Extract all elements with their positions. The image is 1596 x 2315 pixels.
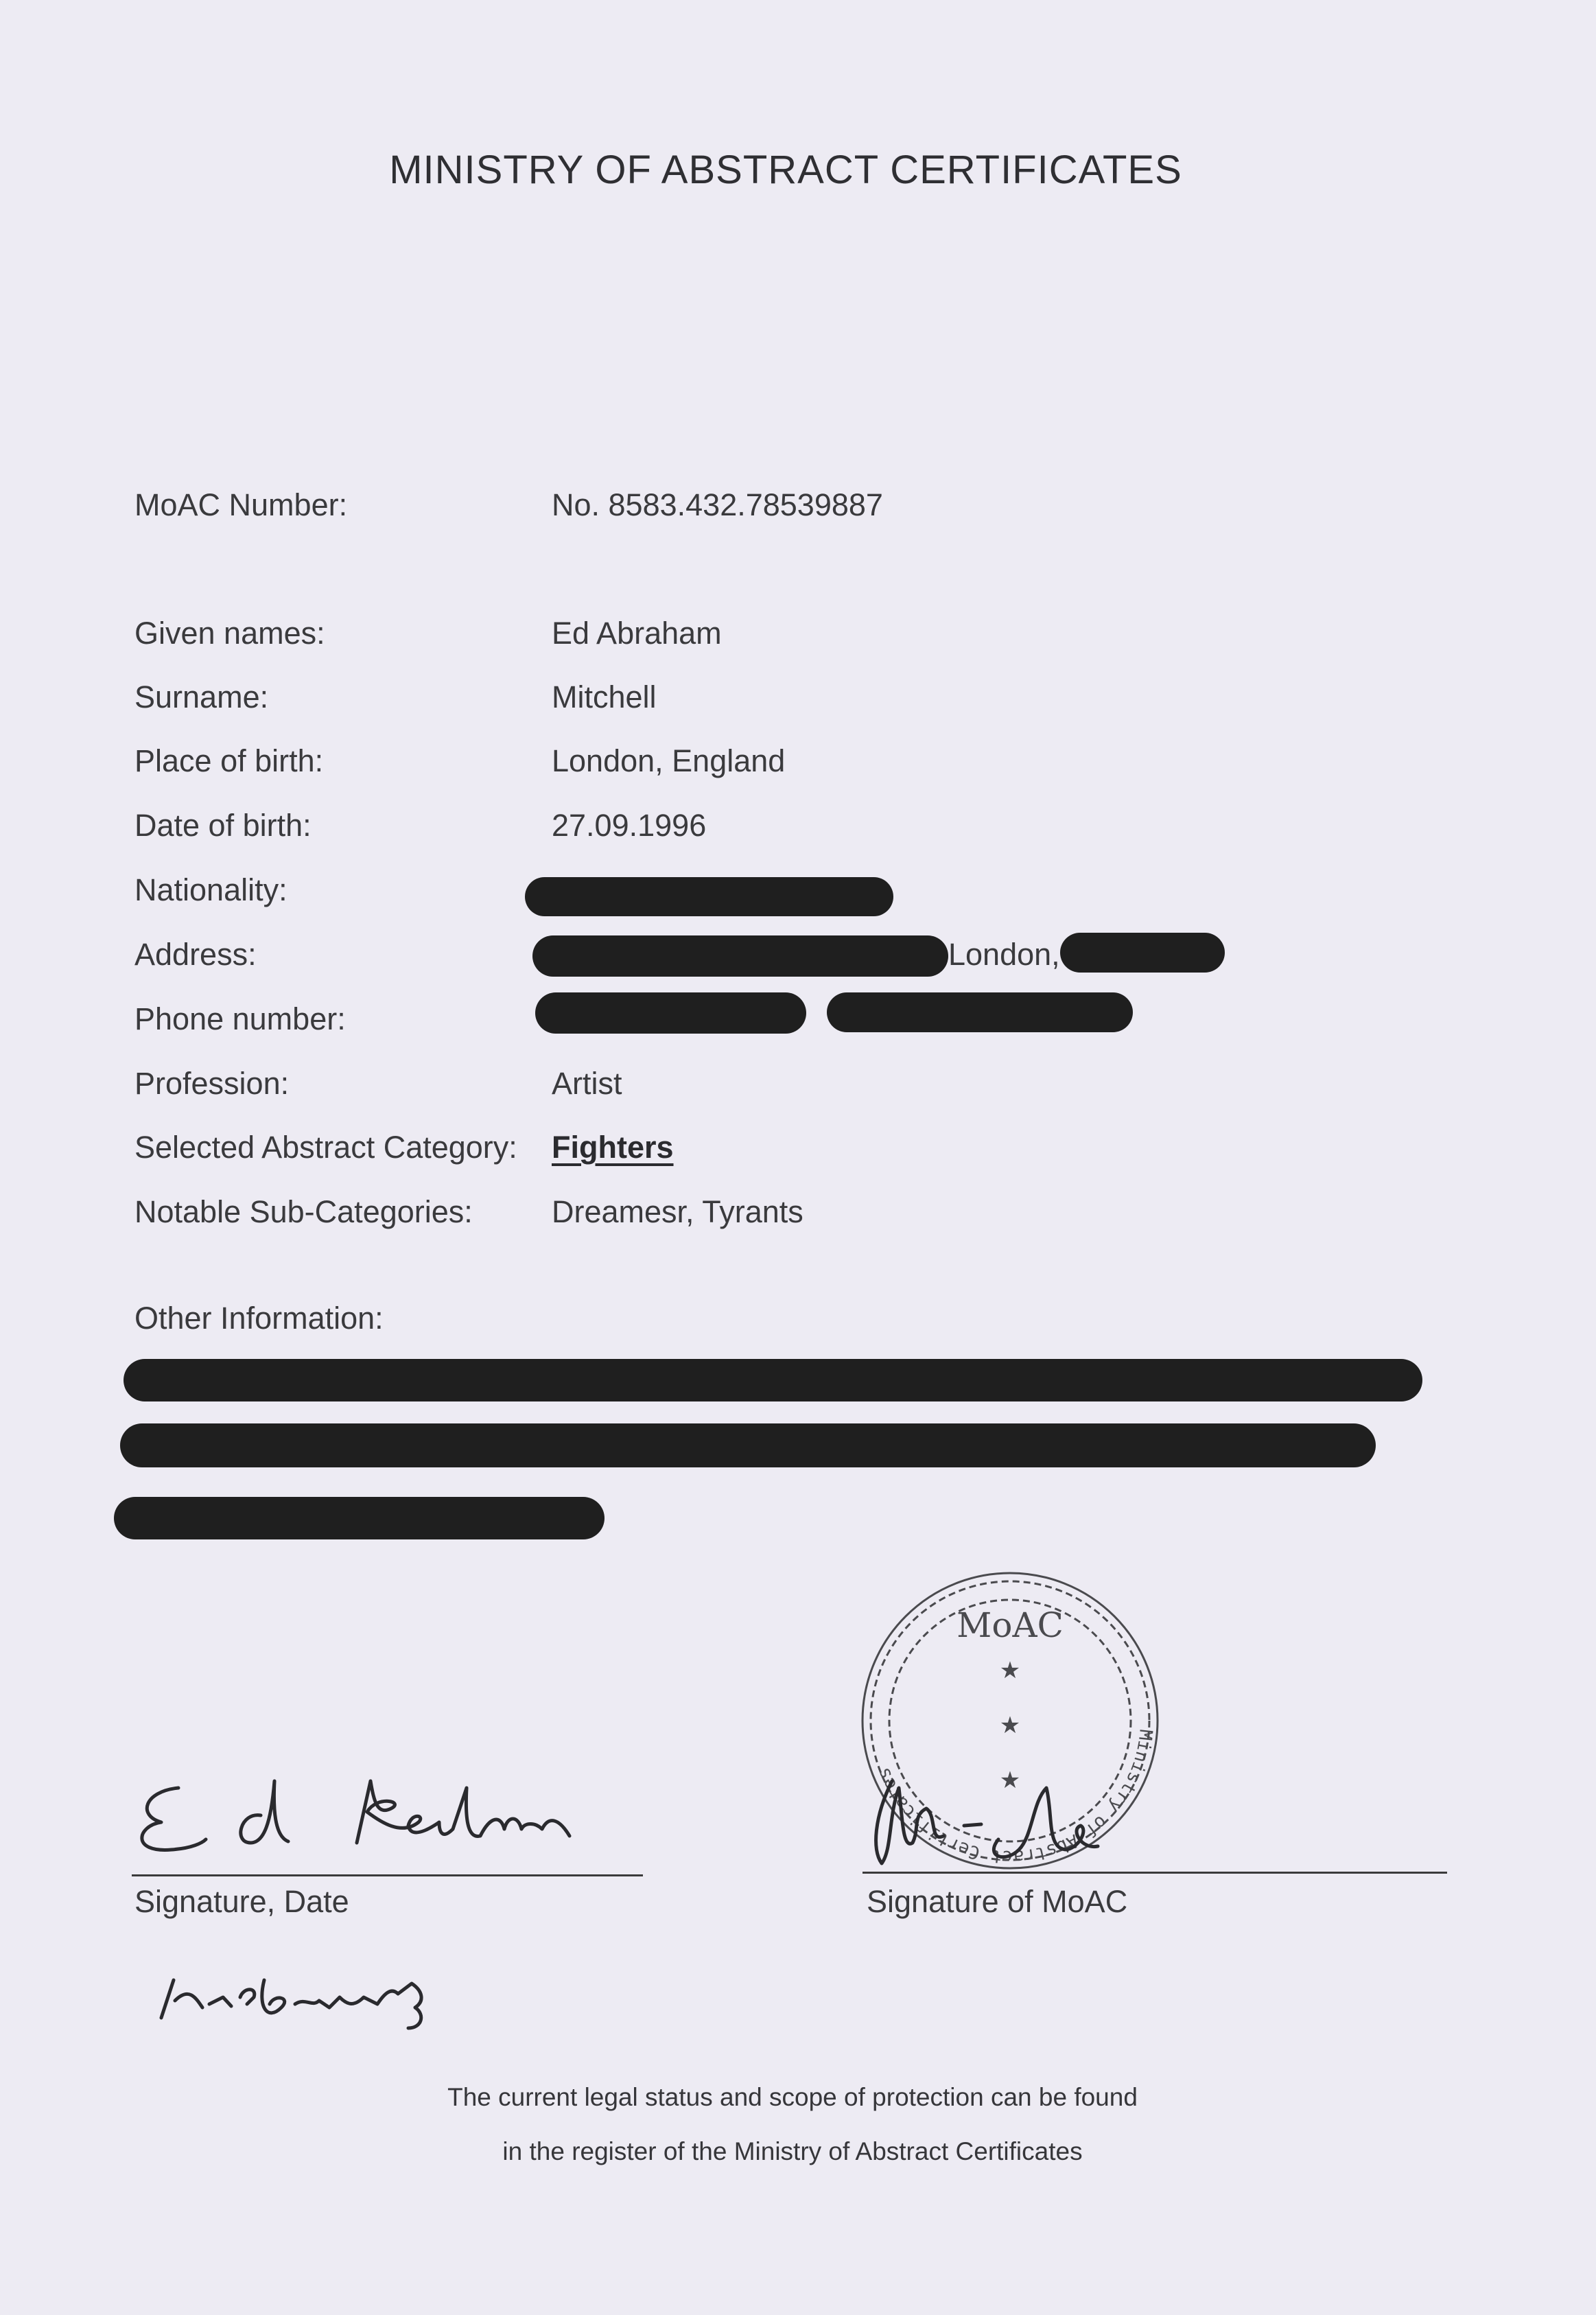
phone-redaction-2 [827,992,1133,1032]
moac-number-value: No. 8583.432.78539887 [552,487,883,522]
date-of-birth-label: Date of birth: [134,808,312,843]
footer-line-1: The current legal status and scope of protection can be found [447,2083,1138,2111]
surname-label: Surname: [134,679,269,714]
place-of-birth-label: Place of birth: [134,743,324,778]
abstract-category-value: Fighters [552,1130,674,1165]
abstract-category-label: Selected Abstract Category: [134,1130,517,1165]
stamp-star-icon-3: ★ [999,1767,1021,1794]
place-of-birth-value: London, England [552,743,786,778]
other-information-label: Other Information: [134,1301,384,1336]
stamp-ring-text-path: Ministry of Abstract Certificates [873,1728,1156,1868]
nationality-redaction [525,877,893,916]
moac-signature-line [862,1872,1447,1874]
other-information-redaction-2 [120,1423,1376,1467]
handwritten-date [154,1966,566,2035]
given-names-value: Ed Abraham [552,616,722,651]
stamp-star-icon-2: ★ [999,1712,1021,1739]
moac-signature-caption: Signature of MoAC [867,1884,1128,1919]
other-information-redaction-3 [114,1497,605,1539]
nationality-label: Nationality: [134,872,287,907]
profession-value: Artist [552,1066,622,1101]
phone-number-label: Phone number: [134,1001,346,1036]
given-names-label: Given names: [134,616,325,651]
address-redaction-postcode [1060,933,1225,973]
sub-categories-value: Dreamesr, Tyrants [552,1194,803,1229]
other-information-redaction-1 [124,1359,1422,1401]
address-label: Address: [134,937,257,972]
holder-signature-caption: Signature, Date [134,1884,349,1919]
holder-signature [130,1774,652,1867]
phone-redaction-1 [535,992,806,1034]
stamp-center-text: MoAC [957,1605,1064,1645]
holder-signature-line [132,1874,643,1876]
date-of-birth-value: 27.09.1996 [552,808,707,843]
stamp-star-icon-1: ★ [999,1657,1021,1684]
profession-label: Profession: [134,1066,290,1101]
address-city-value: London, [948,937,1060,972]
moac-number-label: MoAC Number: [134,487,348,522]
sub-categories-label: Notable Sub-Categories: [134,1194,473,1229]
address-redaction-street [532,935,948,977]
footer-line-2: in the register of the Ministry of Abstract Certificates [502,2137,1083,2165]
moac-signature [861,1774,1129,1877]
document-title: MINISTRY OF ABSTRACT CERTIFICATES [389,148,1182,192]
surname-value: Mitchell [552,679,657,714]
